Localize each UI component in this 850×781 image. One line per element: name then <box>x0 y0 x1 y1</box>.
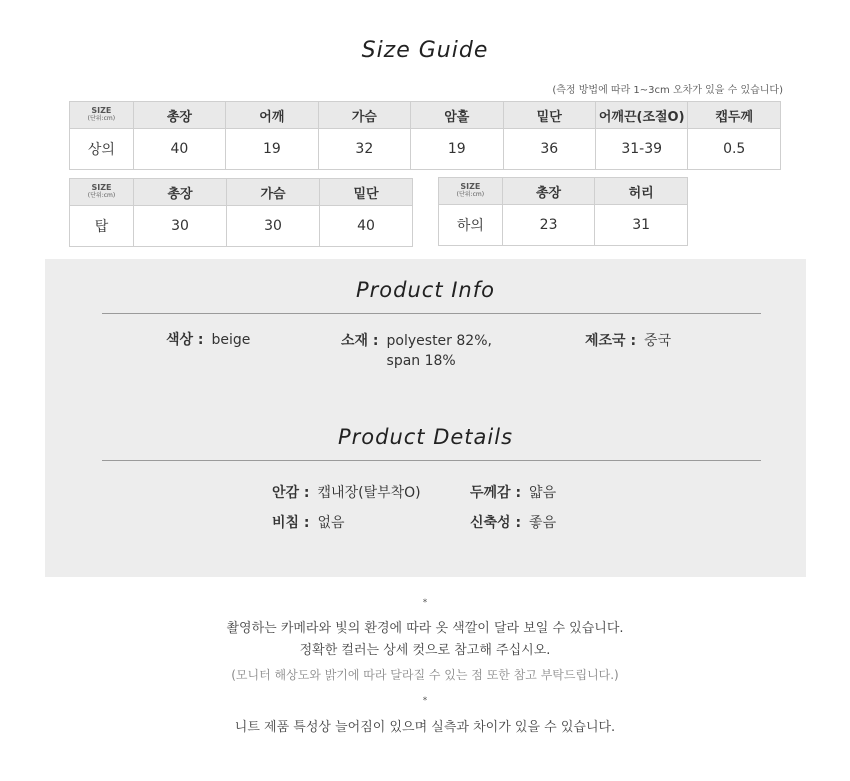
origin-value: 중국 <box>644 333 672 349</box>
sheer-field <box>272 513 345 533</box>
material-key: 소재 : <box>341 333 379 349</box>
size-unit: (단위:cm) <box>456 191 485 198</box>
material-value <box>387 331 492 371</box>
tank-size-table <box>69 178 413 247</box>
value-cell: 40 <box>133 129 225 170</box>
value-cell: 40 <box>320 206 413 247</box>
value-cell: 23 <box>502 205 595 246</box>
size-unit: (단위:cm) <box>87 115 116 122</box>
product-info-panel <box>45 259 806 577</box>
color-value: beige <box>211 332 251 348</box>
material-value-line1: polyester 82%, <box>386 333 492 349</box>
value-cell: 0.5 <box>688 129 781 170</box>
size-label-cell <box>439 178 503 205</box>
divider <box>102 460 761 461</box>
header-cell: 총장 <box>502 178 595 205</box>
stretch-field <box>470 513 556 533</box>
header-cell: 총장 <box>134 179 227 206</box>
value-cell: 30 <box>134 206 227 247</box>
color-key: 색상 : <box>166 332 204 348</box>
size-label: SIZE <box>91 183 112 192</box>
note-asterisk: * <box>422 696 428 706</box>
header-cell: 가슴 <box>318 102 410 129</box>
size-label: SIZE <box>460 182 481 191</box>
product-info-title: Product Info <box>356 278 495 302</box>
bottom-size-table <box>438 177 688 246</box>
header-cell: 캡두께 <box>688 102 781 129</box>
note-line-2: 정확한 컬러는 상세 컷으로 참고해 주십시오. <box>299 643 551 658</box>
value-cell: 32 <box>318 129 410 170</box>
header-cell: 허리 <box>595 178 688 205</box>
size-label-cell <box>70 102 134 129</box>
size-unit: (단위:cm) <box>87 192 116 199</box>
row-label-cell: 상의 <box>70 129 134 170</box>
row-label-cell: 탑 <box>70 206 134 247</box>
top-size-table <box>69 101 781 170</box>
value-cell: 19 <box>226 129 318 170</box>
value-cell: 31-39 <box>595 129 687 170</box>
measurement-note: (측정 방법에 따라 1~3cm 오차가 있을 수 있습니다) <box>552 85 783 96</box>
header-cell: 밑단 <box>503 102 595 129</box>
value-cell: 19 <box>411 129 503 170</box>
color-field <box>166 330 250 350</box>
row-label-cell: 하의 <box>439 205 503 246</box>
stretch-key: 신축성 : <box>470 515 522 531</box>
lining-value: 캡내장(탈부착O) <box>317 485 421 501</box>
thickness-field <box>470 483 556 503</box>
sheer-value: 없음 <box>317 515 345 531</box>
lining-key: 안감 : <box>272 485 310 501</box>
value-cell: 31 <box>595 205 688 246</box>
material-value-line2: span 18% <box>386 353 456 369</box>
note-line-3: (모니터 해상도와 밝기에 따라 달라질 수 있는 점 또한 참고 부탁드립니다.) <box>231 668 619 682</box>
material-field <box>341 331 492 371</box>
header-cell: 가슴 <box>227 179 320 206</box>
note-line-1: 촬영하는 카메라와 빛의 환경에 따라 옷 색깔이 달라 보일 수 있습니다. <box>226 621 624 636</box>
note-line-4: 니트 제품 특성상 늘어짐이 있으며 실측과 차이가 있을 수 있습니다. <box>234 720 616 735</box>
header-cell: 밑단 <box>320 179 413 206</box>
origin-key: 제조국 : <box>585 333 637 349</box>
value-cell: 36 <box>503 129 595 170</box>
sheer-key: 비침 : <box>272 515 310 531</box>
divider <box>102 313 761 314</box>
header-cell: 어깨끈(조절O) <box>595 102 687 129</box>
product-details-title: Product Details <box>337 425 514 449</box>
lining-field <box>272 483 421 503</box>
thickness-key: 두께감 : <box>470 485 522 501</box>
value-cell: 30 <box>227 206 320 247</box>
thickness-value: 얇음 <box>529 485 557 501</box>
size-label: SIZE <box>91 106 112 115</box>
size-label-cell <box>70 179 134 206</box>
origin-field <box>585 331 671 351</box>
header-cell: 어깨 <box>226 102 318 129</box>
header-cell: 총장 <box>133 102 225 129</box>
note-asterisk: * <box>422 598 428 608</box>
stretch-value: 좋음 <box>529 515 557 531</box>
header-cell: 암홀 <box>411 102 503 129</box>
size-guide-title: Size Guide <box>361 38 489 63</box>
